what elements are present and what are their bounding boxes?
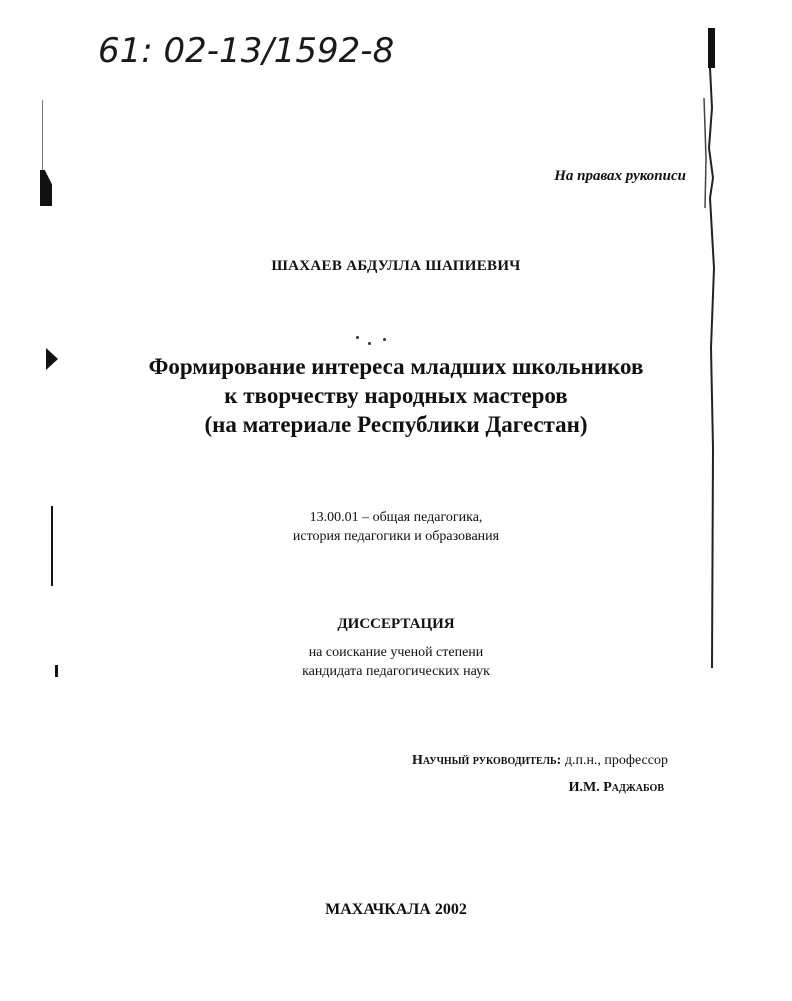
supervisor-name: И.М. Раджабов: [568, 780, 664, 795]
degree-line-2: кандидата педагогических наук: [302, 664, 490, 679]
scan-mark-left-1: [40, 170, 52, 206]
rights-note: На правах рукописи: [554, 168, 686, 184]
title-line-2: к творчеству народных мастеров: [224, 383, 568, 408]
city-year: МАХАЧКАЛА 2002: [325, 901, 467, 918]
binding-edge-artifact: [700, 28, 718, 668]
title-line-3: (на материале Республики Дагестан): [204, 412, 588, 437]
specialty-line-2: история педагогики и образования: [292, 529, 500, 544]
specialty-code: [0, 508, 792, 546]
dissertation-title: [0, 352, 792, 439]
scan-mark-left-5: [42, 100, 43, 170]
supervisor-label: Научный руководитель:: [412, 753, 562, 768]
archive-code-text: 61: 02-13/1592-8: [98, 31, 395, 71]
author-name: ШАХАЕВ АБДУЛЛА ШАПИЕВИЧ: [271, 258, 521, 274]
degree-statement: [0, 643, 792, 681]
specialty-line-1: 13.00.01 – общая педагогика,: [309, 510, 483, 525]
document-type: ДИССЕРТАЦИЯ: [337, 616, 455, 632]
handwritten-archive-code: [96, 24, 395, 72]
title-line-1: Формирование интереса младших школьников: [148, 354, 644, 379]
degree-line-1: на соискание ученой степени: [308, 645, 484, 660]
scan-speck-1: [356, 336, 359, 339]
scan-speck-3: [383, 338, 386, 341]
supervisor-line: [412, 753, 668, 769]
scan-speck-2: [368, 342, 371, 345]
supervisor-credentials: д.п.н., профессор: [564, 753, 668, 768]
